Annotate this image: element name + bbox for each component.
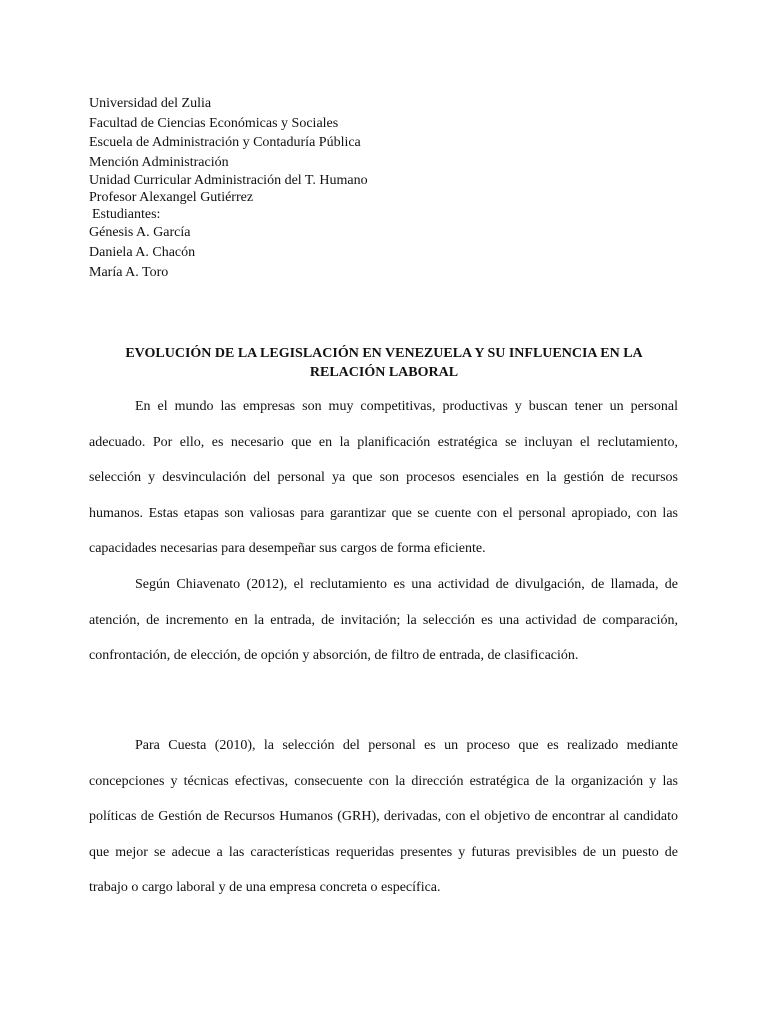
- document-header: [89, 94, 649, 282]
- body-paragraph: Según Chiavenato (2012), el reclutamiento es una actividad de divulgación, de llamada, de atención, de incremento en la entrada, de invitación; la selección es una actividad de comparación, confrontación, de elección, de opción y absorción, de filtro de entrada, de clasificación.: [89, 577, 678, 663]
- course-unit: Unidad Curricular Administración del T. Humano: [89, 173, 368, 189]
- body-paragraph: Para Cuesta (2010), la selección del personal es un proceso que es realizado mediante concepciones y técnicas efectivas, consecuente con la dirección estratégica de la organización y las políticas de Gestión de Recursos Humanos (GRH), derivadas, con el objetivo de encontrar al candidato que mejor se adecue a las características requeridas presentes y futuras previsibles de un puesto de trabajo o cargo laboral y de una empresa concreta o específica.: [89, 738, 678, 895]
- faculty-name: Facultad de Ciencias Económicas y Sociales: [89, 115, 339, 131]
- school-name: Escuela de Administración y Contaduría Pública: [89, 135, 361, 151]
- document-title: EVOLUCIÓN DE LA LEGISLACIÓN EN VENEZUELA Y SU INFLUENCIA EN LA RELACIÓN LABORAL: [125, 346, 643, 380]
- student-name: María A. Toro: [89, 264, 169, 280]
- student-name: Génesis A. García: [89, 225, 191, 241]
- body-paragraph: En el mundo las empresas son muy competitivas, productivas y buscan tener un personal adecuado. Por ello, es necesario que en la planificación estratégica se incluyan el reclutamiento, selección y desvinculación del personal ya que son procesos esenciales en la gestión de recursos humanos. Estas etapas son valiosas para garantizar que se cuente con el personal apropiado, con las capacidades necesarias para desempeñar sus cargos de forma eficiente.: [89, 399, 678, 556]
- university-name: Universidad del Zulia: [89, 96, 212, 111]
- professor-name: Profesor Alexangel Gutiérrez: [89, 190, 254, 206]
- student-name: Daniela A. Chacón: [89, 244, 196, 260]
- students-label: Estudiantes:: [92, 207, 161, 223]
- mention-name: Mención Administración: [89, 154, 229, 170]
